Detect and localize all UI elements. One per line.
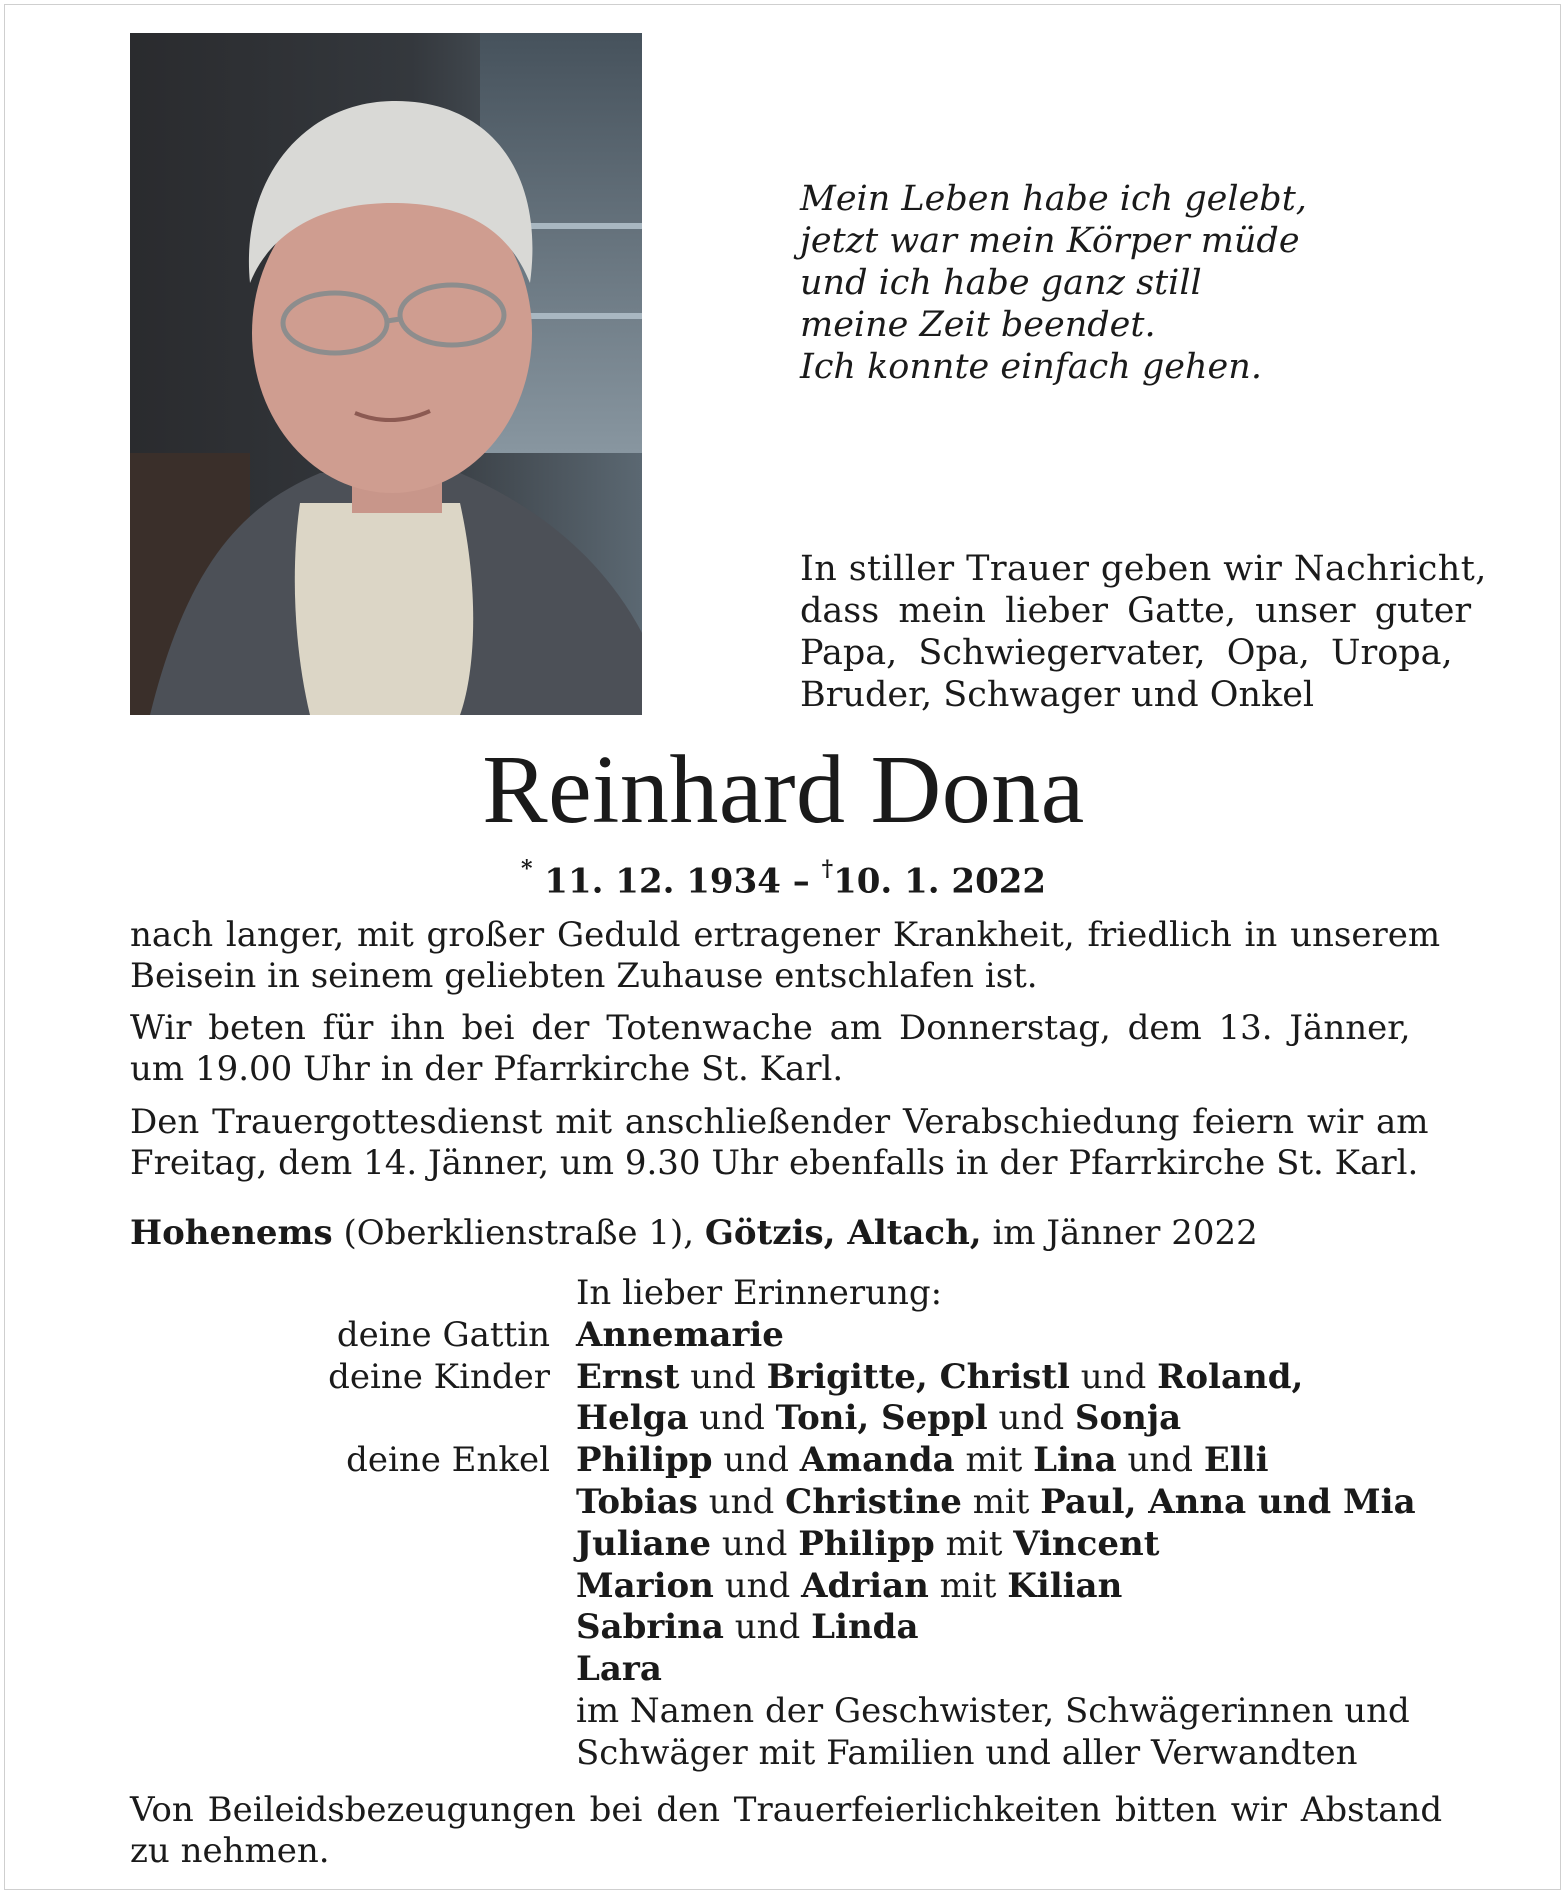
grandchild-name: Amanda <box>799 1440 955 1481</box>
grandchild-name: Christine <box>785 1481 962 1522</box>
spouse-label: deine Gattin <box>336 1314 550 1355</box>
grandchildren-names <box>576 1524 1159 1566</box>
children-names <box>576 1398 1181 1440</box>
grandchildren-label: deine Enkel <box>346 1440 550 1481</box>
intro-line: dass mein lieber Gatte, unser guter <box>800 591 1472 631</box>
children-row <box>0 1357 1567 1399</box>
poem-line: Mein Leben habe ich gelebt, <box>800 179 1307 219</box>
paragraph-passing <box>130 915 1441 997</box>
grandchild-name: Linda <box>811 1607 919 1648</box>
conjunction: und <box>690 1356 756 1397</box>
conjunction: und <box>699 1398 765 1439</box>
great-grandchild-name: Elli <box>1203 1440 1269 1481</box>
child-name: Brigitte, Christl <box>766 1356 1070 1397</box>
child-name: Ernst <box>576 1356 680 1397</box>
grandchildren-names <box>576 1649 662 1691</box>
grandchild-name: Sabrina <box>576 1607 724 1648</box>
conjunction: und <box>721 1523 788 1564</box>
conjunction: und <box>724 1565 791 1606</box>
great-grandchild-name: Lina <box>1033 1440 1117 1481</box>
relatives-line: Schwäger mit Familien und aller Verwandten <box>576 1732 1358 1773</box>
grandchild-name: Philipp <box>798 1523 935 1564</box>
announcement-intro <box>800 548 1487 716</box>
conjunction: und <box>998 1398 1065 1439</box>
spouse-names <box>576 1315 784 1357</box>
child-name: Helga <box>576 1398 689 1439</box>
preposition: mit <box>965 1440 1023 1481</box>
poem <box>800 178 1500 388</box>
paragraph-funeral <box>130 1102 1438 1184</box>
poem-line: jetzt war mein Körper müde <box>800 221 1300 261</box>
conjunction: und <box>723 1440 789 1481</box>
mourners-heading: In lieber Erinnerung: <box>576 1273 943 1313</box>
life-dates <box>0 853 1567 901</box>
towns: Götzis, Altach, <box>704 1213 982 1253</box>
great-grandchild-name: Kilian <box>1007 1565 1123 1606</box>
deceased-name: Reinhard Dona <box>482 736 1085 844</box>
closing-line: Von Beileidsbezeugungen bei den Trauerfeierlichkeiten bitten wir Abstand <box>130 1790 1443 1830</box>
conjunction: und <box>708 1481 775 1522</box>
child-name: Sonja <box>1074 1398 1182 1439</box>
grandchildren-row <box>0 1524 1567 1566</box>
mourners-list <box>0 1273 1567 1775</box>
spouse-name: Annemarie <box>576 1314 784 1355</box>
place-and-date <box>130 1213 1258 1254</box>
preposition: mit <box>945 1523 1003 1564</box>
poem-line: und ich habe ganz still <box>800 263 1202 303</box>
grandchild-name: Philipp <box>576 1440 713 1481</box>
relatives-line: im Namen der Geschwister, Schwägerinnen und <box>576 1690 1410 1731</box>
conjunction: und <box>734 1607 801 1648</box>
grandchildren-row <box>0 1482 1567 1524</box>
closing-note <box>130 1790 1443 1872</box>
intro-line: In stiller Trauer geben wir Nachricht, <box>800 549 1487 589</box>
child-name: Toni, Seppl <box>775 1398 988 1439</box>
grandchild-name: Lara <box>576 1649 662 1690</box>
paragraph-line: Den Trauergottesdienst mit anschließender Verabschiedung feiern wir am <box>130 1102 1429 1142</box>
death-symbol: † <box>821 856 834 882</box>
grandchildren-names <box>576 1566 1122 1608</box>
paragraph-line: nach langer, mit großer Geduld ertragener Krankheit, friedlich in unserem <box>130 915 1441 955</box>
portrait-illustration <box>130 33 642 715</box>
grandchild-name: Adrian <box>801 1565 929 1606</box>
paragraph-line: Freitag, dem 14. Jänner, um 9.30 Uhr ebenfalls in der Pfarrkirche St. Karl. <box>130 1143 1419 1183</box>
paragraph-vigil <box>130 1008 1438 1090</box>
child-name: Roland, <box>1157 1356 1304 1397</box>
mourners-heading-row <box>0 1273 1567 1315</box>
intro-line: Bruder, Schwager und Onkel <box>800 675 1315 715</box>
grandchildren-row <box>0 1649 1567 1691</box>
death-date: 10. 1. 2022 <box>833 861 1047 902</box>
relatives-row <box>0 1733 1567 1775</box>
poem-line: Ich konnte einfach gehen. <box>800 347 1262 387</box>
great-grandchild-name: Paul, Anna und Mia <box>1040 1481 1416 1522</box>
relatives-row <box>0 1691 1567 1733</box>
preposition: mit <box>939 1565 997 1606</box>
month-year: im Jänner 2022 <box>992 1213 1258 1253</box>
grandchild-name: Juliane <box>576 1523 712 1564</box>
birth-symbol: * <box>520 856 533 882</box>
poem-line: meine Zeit beendet. <box>800 305 1156 345</box>
children-row <box>0 1398 1567 1440</box>
grandchild-name: Tobias <box>576 1481 698 1522</box>
paragraph-line: Wir beten für ihn bei der Totenwache am Donnerstag, dem 13. Jänner, <box>130 1008 1411 1048</box>
great-grandchild-name: Vincent <box>1013 1523 1160 1564</box>
town: Hohenems <box>130 1213 333 1253</box>
conjunction: und <box>1080 1356 1147 1397</box>
grandchildren-names <box>576 1440 1269 1482</box>
intro-line: Papa, Schwiegervater, Opa, Uropa, <box>800 633 1453 673</box>
conjunction: und <box>1127 1440 1194 1481</box>
children-label: deine Kinder <box>328 1356 550 1397</box>
preposition: mit <box>972 1481 1030 1522</box>
grandchildren-row <box>0 1566 1567 1608</box>
grandchildren-row <box>0 1440 1567 1482</box>
date-separator: – <box>792 861 810 902</box>
grandchild-name: Marion <box>576 1565 714 1606</box>
portrait-photo <box>130 33 642 715</box>
grandchildren-row <box>0 1607 1567 1649</box>
grandchildren-names <box>576 1607 918 1649</box>
closing-line: zu nehmen. <box>130 1831 330 1871</box>
spouse-row <box>0 1315 1567 1357</box>
children-names <box>576 1357 1303 1399</box>
paragraph-line: um 19.00 Uhr in der Pfarrkirche St. Karl. <box>130 1049 844 1089</box>
grandchildren-names <box>576 1482 1416 1524</box>
paragraph-line: Beisein in seinem geliebten Zuhause entschlafen ist. <box>130 956 1038 996</box>
address: (Oberklienstraße 1), <box>343 1213 695 1253</box>
birth-date: 11. 12. 1934 <box>544 861 781 902</box>
